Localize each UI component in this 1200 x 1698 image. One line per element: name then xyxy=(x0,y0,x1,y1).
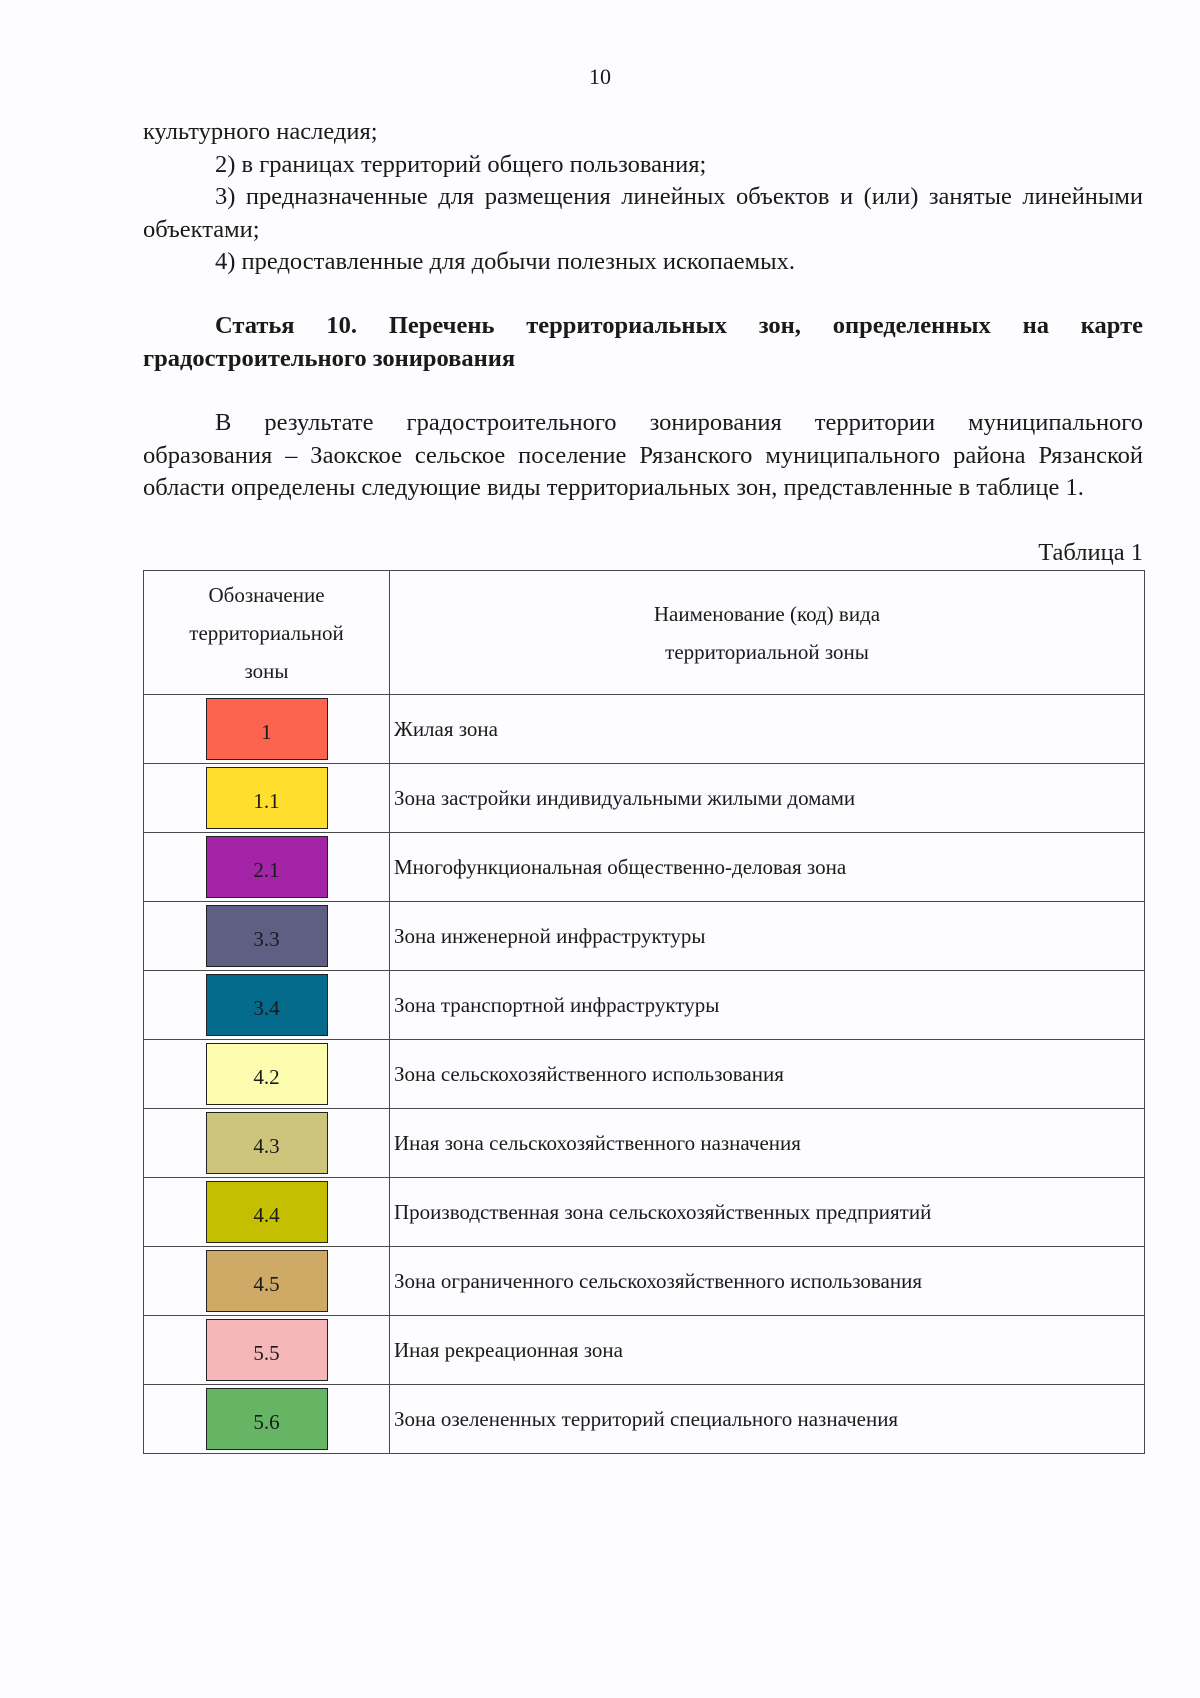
header-code-text: Обозначение территориальной зоны xyxy=(189,582,344,683)
header-code xyxy=(144,571,390,695)
zone-name-cell: Производственная зона сельскохозяйственных предприятий xyxy=(390,1178,1145,1247)
zone-name-cell: Иная зона сельскохозяйственного назначения xyxy=(390,1109,1145,1178)
intro-line: 2) в границах территорий общего пользования; xyxy=(215,150,707,178)
header-name xyxy=(390,571,1145,695)
zone-color-swatch: 2.1 xyxy=(206,836,328,898)
zone-color-swatch: 4.5 xyxy=(206,1250,328,1312)
zone-name-cell: Зона ограниченного сельскохозяйственного использования xyxy=(390,1247,1145,1316)
table-row xyxy=(144,1316,1145,1385)
zone-color-swatch: 5.6 xyxy=(206,1388,328,1450)
zone-code-cell xyxy=(144,764,390,833)
zone-name-cell: Многофункциональная общественно-деловая зона xyxy=(390,833,1145,902)
zone-name-cell: Зона озелененных территорий специального назначения xyxy=(390,1385,1145,1454)
table-row xyxy=(144,1178,1145,1247)
zone-name-cell: Иная рекреационная зона xyxy=(390,1316,1145,1385)
table-row xyxy=(144,695,1145,764)
header-name-text: Наименование (код) вида территориальной зоны xyxy=(653,601,881,664)
page-number: 10 xyxy=(589,64,611,89)
zone-code-cell xyxy=(144,1247,390,1316)
zone-code-cell xyxy=(144,1040,390,1109)
intro-line: 3) предназначенные для размещения линейных объектов и (или) занятые линейными объектами; xyxy=(143,183,1143,243)
zone-name-cell: Зона застройки индивидуальными жилыми домами xyxy=(390,764,1145,833)
zone-name-cell: Жилая зона xyxy=(390,695,1145,764)
table-row xyxy=(144,833,1145,902)
zone-color-swatch: 1 xyxy=(206,698,328,760)
zone-code-cell xyxy=(144,833,390,902)
result-paragraph: В результате градостроительного зонирования территории муниципального образования – Заокское сельское поселение Рязанского муниципального района Рязанской области определены следующие виды территориальных зон, представленные в таблице 1. xyxy=(143,409,1143,501)
zone-code-cell xyxy=(144,1178,390,1247)
zone-code-cell xyxy=(144,971,390,1040)
table-row xyxy=(144,971,1145,1040)
zone-name-cell: Зона сельскохозяйственного использования xyxy=(390,1040,1145,1109)
zone-color-swatch: 5.5 xyxy=(206,1319,328,1381)
table-header-row xyxy=(144,571,1145,695)
table-row xyxy=(144,1040,1145,1109)
table-row xyxy=(144,902,1145,971)
result-paragraph-block xyxy=(143,407,1143,505)
zone-code-cell xyxy=(144,1109,390,1178)
zone-color-swatch: 4.4 xyxy=(206,1181,328,1243)
zones-table xyxy=(143,570,1145,1454)
article-heading: Статья 10. Перечень территориальных зон, определенных на карте градостроительного зонирования xyxy=(143,312,1143,372)
table-row xyxy=(144,1385,1145,1454)
intro-list xyxy=(143,116,1143,279)
table-row xyxy=(144,764,1145,833)
zone-name-cell: Зона инженерной инфраструктуры xyxy=(390,902,1145,971)
zone-code-cell xyxy=(144,902,390,971)
intro-line: 4) предоставленные для добычи полезных ископаемых. xyxy=(215,248,795,275)
intro-line: культурного наследия; xyxy=(143,118,378,145)
zone-code-cell xyxy=(144,695,390,764)
table-row xyxy=(144,1247,1145,1316)
zone-color-swatch: 3.3 xyxy=(206,905,328,967)
zone-code-cell xyxy=(144,1316,390,1385)
zone-color-swatch: 3.4 xyxy=(206,974,328,1036)
table-caption: Таблица 1 xyxy=(1038,539,1143,566)
zone-color-swatch: 4.2 xyxy=(206,1043,328,1105)
zone-name-cell: Зона транспортной инфраструктуры xyxy=(390,971,1145,1040)
zone-color-swatch: 4.3 xyxy=(206,1112,328,1174)
zone-code-cell xyxy=(144,1385,390,1454)
zone-color-swatch: 1.1 xyxy=(206,767,328,829)
table-row xyxy=(144,1109,1145,1178)
